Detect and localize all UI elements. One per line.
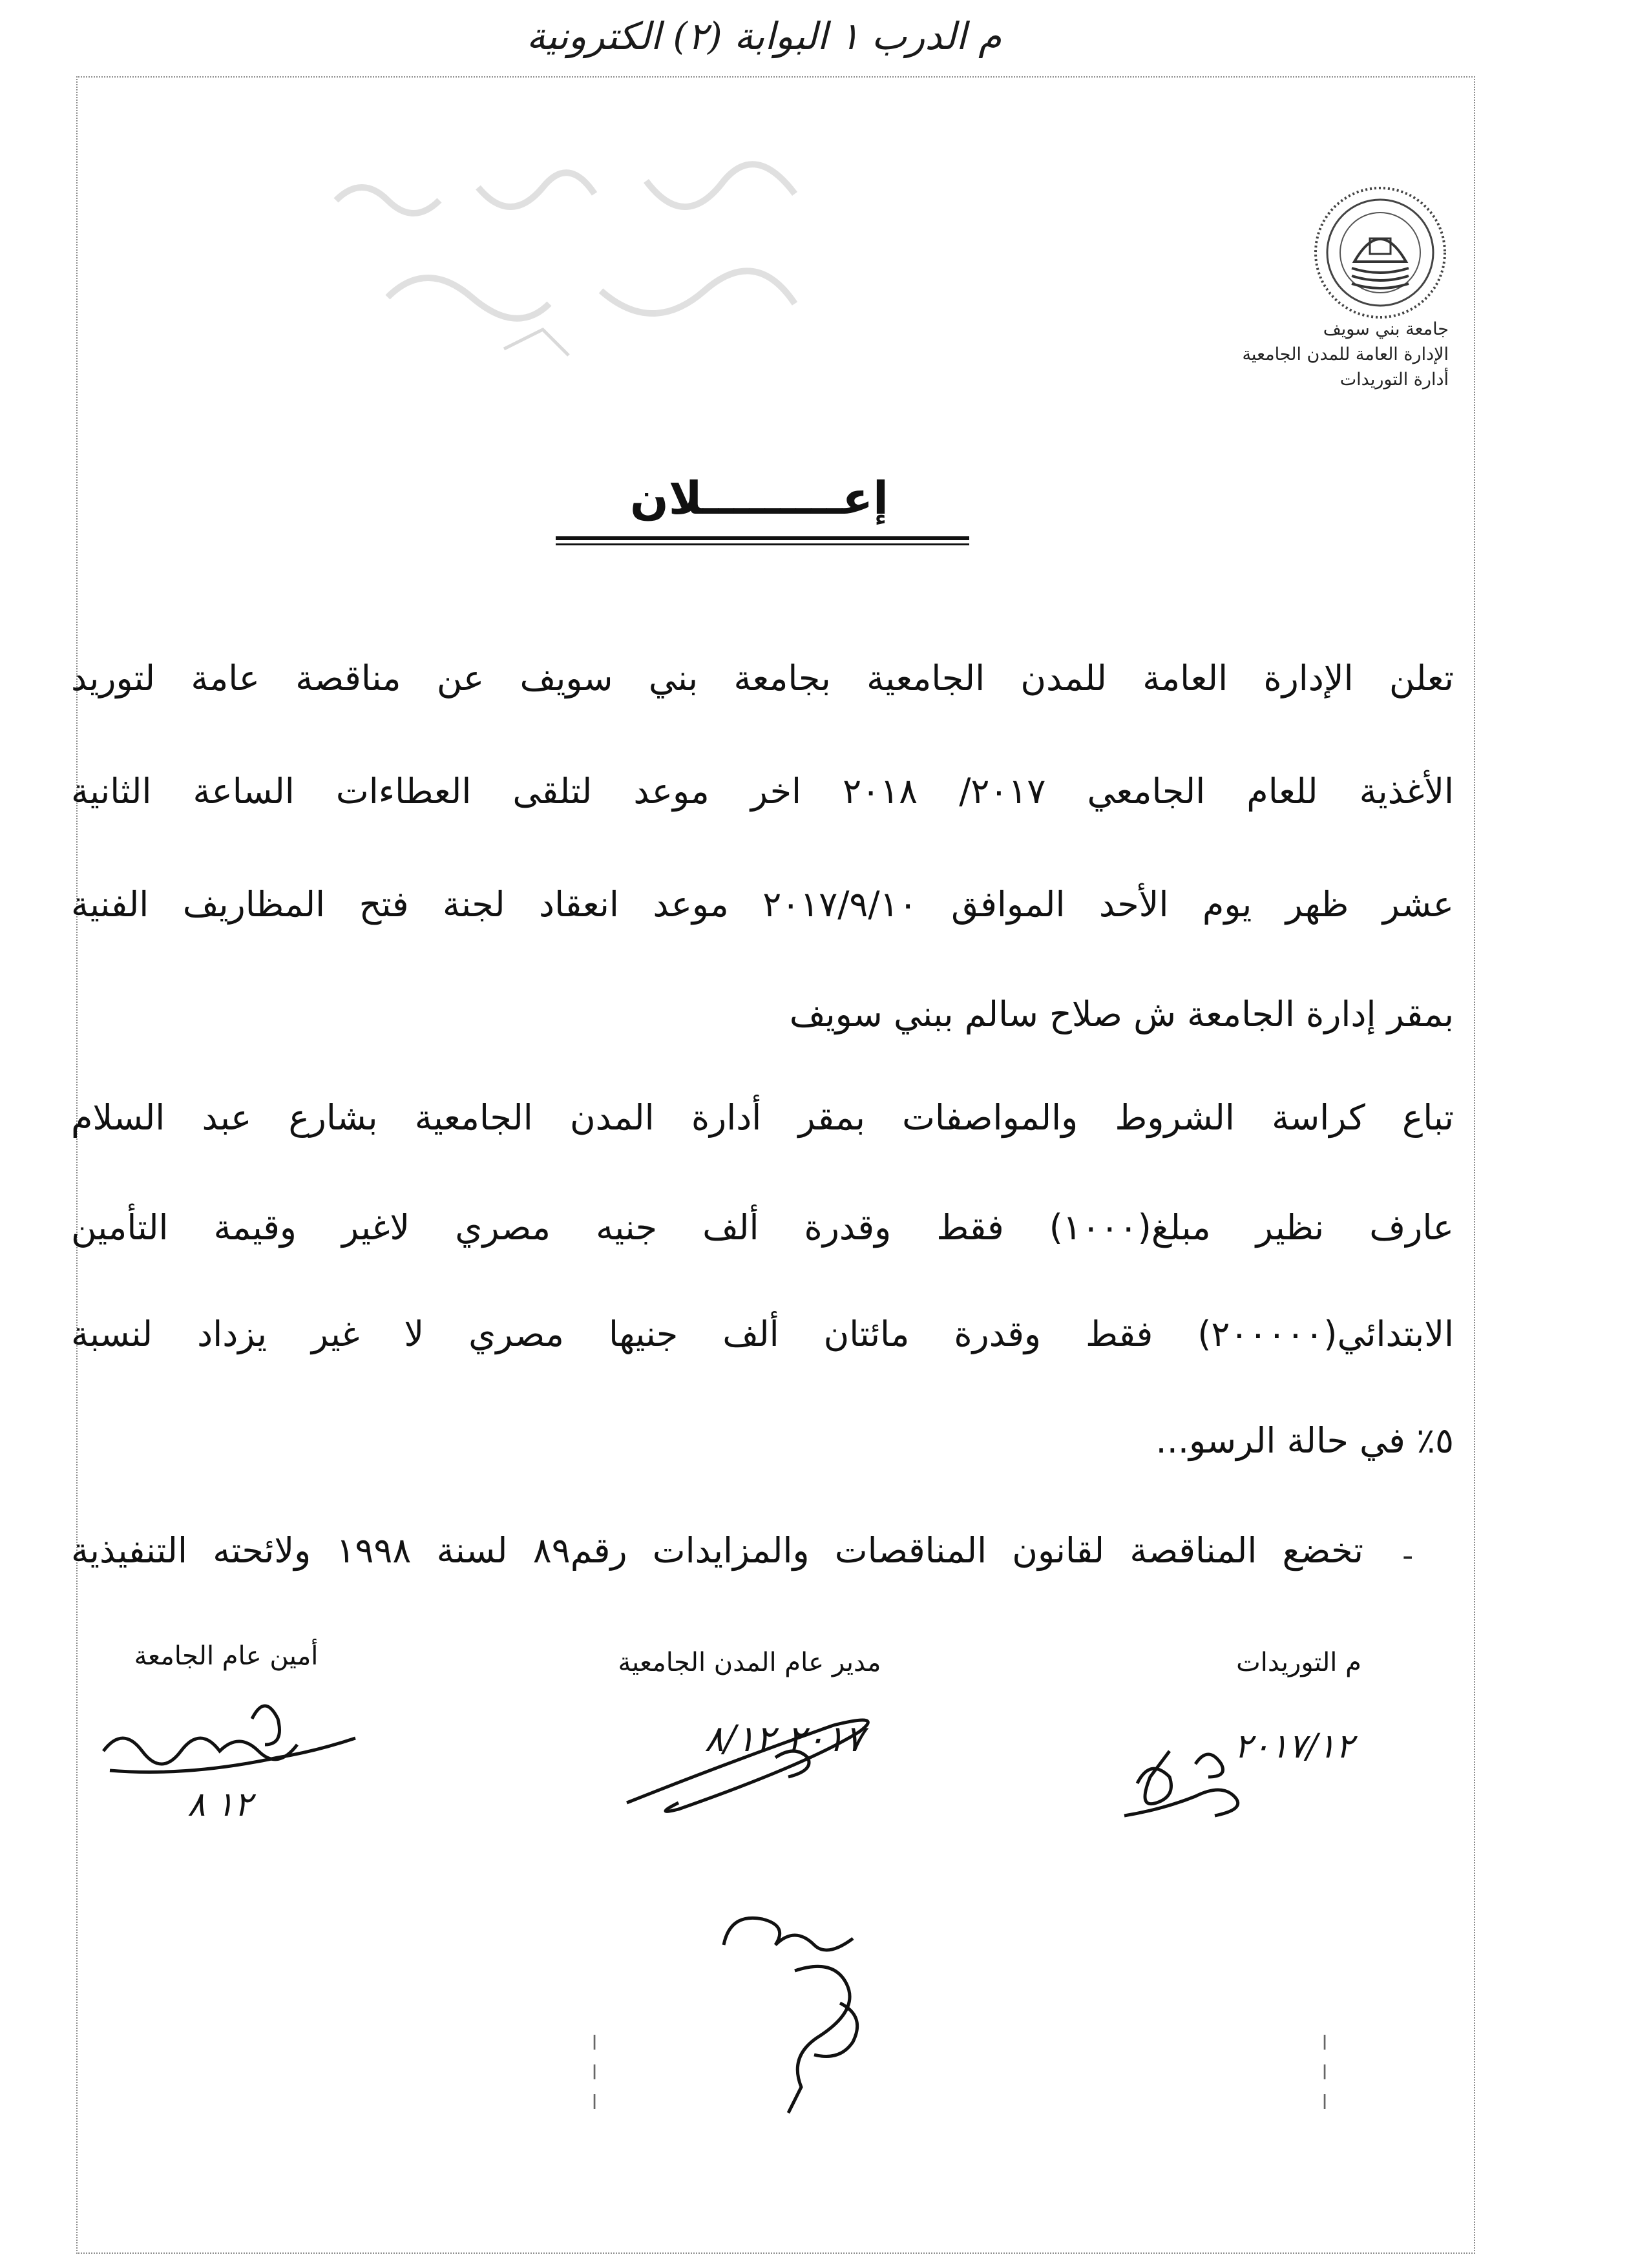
body-line-7: الابتدائي(٢٠٠٠٠٠) فقط وقدرة مائتان ألف جنيها مصري لا غير يزداد لنسبة [71,1314,1454,1354]
margin-marks-right: ا ا ا [1321,2032,1328,2114]
handwritten-note: م الدرب ١ البوابة (٢) الكترونية [526,14,1002,58]
letterhead [1061,317,1449,392]
margin-marks-left: ا ا ا [591,2032,598,2114]
signature-director-handwritten: ٢٠١٧ ٨/١٢ [704,1718,865,1760]
body-line-1: تعلن الإدارة العامة للمدن الجامعية بجامعة بني سويف عن مناقصة عامة لتوريد [71,658,1454,698]
body-line-8: ٥٪ في حالة الرسو... [1155,1420,1454,1461]
body-line-4: بمقر إدارة الجامعة ش صلاح سالم ببني سويف [789,994,1454,1034]
initials-signature [698,1887,930,2132]
letterhead-university: جامعة بني سويف [1323,319,1449,339]
body-line-3: عشر ظهر يوم الأحد الموافق ٢٠١٧/٩/١٠ موعد انعقاد لجنة فتح المظاريف الفنية [71,884,1454,925]
bleed-through-marks [310,162,879,375]
letterhead-unit: أدارة التوريدات [1339,370,1449,390]
signature-secretary [84,1680,381,1835]
university-seal-logo [1312,184,1449,321]
bullet-dash-icon: - [1402,1538,1414,1574]
body-line-5: تباع كراسة الشروط والمواصفات بمقر أدارة المدن الجامعية بشارع عبد السلام [71,1097,1454,1138]
letterhead-department: الإدارة العامة للمدن الجامعية [1242,344,1449,364]
signature-director [614,1686,950,1854]
law-reference-line: تخضع المناقصة لقانون المناقصات والمزايدات رقم٨٩ لسنة ١٩٩٨ ولائحته التنفيذية [71,1530,1363,1571]
signature-title-secretary: أمين عام الجامعة [134,1641,319,1671]
body-line-6: عارف نظير مبلغ(١٠٠٠) فقط وقدرة ألف جنيه مصري لاغير وقيمة التأمين [71,1207,1454,1248]
body-line-2: الأغذية للعام الجامعي ٢٠١٧/ ٢٠١٨ اخر موعد لتلقى العطاءات الساعة الثانية [71,771,1454,812]
signature-title-supplies: م التوريدات [1236,1648,1361,1677]
announcement-title: إعـــــــــلان [629,472,889,525]
signature-supplies-handwritten: ٢٠١٧/١٢ [1234,1727,1354,1766]
signature-title-director: مدير عام المدن الجامعية [618,1648,881,1677]
signature-supplies [1098,1706,1354,1861]
title-underline [556,536,969,545]
signature-secretary-handwritten: ١٢ ٨ [187,1785,253,1824]
